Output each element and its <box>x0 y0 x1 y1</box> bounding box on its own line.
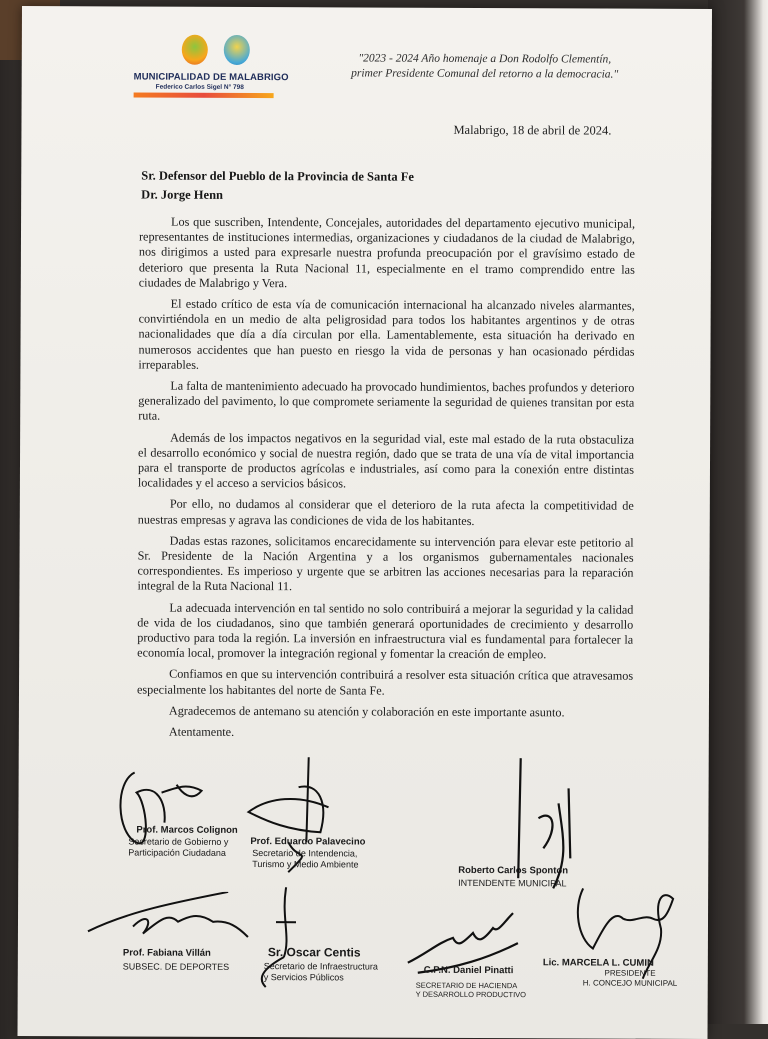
paragraph: La falta de mantenimiento adecuado ha provocado hundimientos, baches profundos y deterioro generalizado del pavimento, lo que compromete seriamente la seguridad de quienes transitan por esta ruta. <box>138 378 635 424</box>
signature-pinatti <box>398 903 558 1014</box>
signer-title-line: Secretario de Infraestructura <box>263 961 378 972</box>
signer-title-line: SECRETARIO DE HACIENDA <box>415 980 518 991</box>
signer-title-line: PRESIDENTE <box>604 968 656 978</box>
closing: Atentamente. <box>168 724 235 740</box>
signer-name: Roberto Carlos Sponton <box>458 864 569 877</box>
paragraph: Confiamos en que su intervención contribuirá a resolver esta situación crítica que atravesamos especialmente los habitantes del norte de Santa Fe. <box>136 667 634 698</box>
signer-name: Lic. MARCELA L. CUMIN <box>542 957 654 969</box>
signer-title-line: y Servicios Públicos <box>263 972 344 983</box>
signature-villan <box>78 891 268 972</box>
handwritten-signature-icon <box>78 891 268 972</box>
letter-date: Malabrigo, 18 de abril de 2024. <box>453 122 612 138</box>
signer-name: Prof. Fabiana Villán <box>122 947 211 959</box>
signer-title <box>252 848 358 870</box>
motto-line-1: "2023 - 2024 Año homenaje a Don Rodolfo Clementín, <box>358 52 612 66</box>
signature-centis <box>246 887 406 998</box>
paragraph: Agradecemos de antemano su atención y colaboración en este importante asunto. <box>168 703 565 720</box>
signer-title <box>264 961 378 983</box>
paragraph: El estado crítico de esta vía de comunicación internacional ha alcanzado niveles alarmantes, convirtiéndola en un medio de alta peligrosidad para todos los habitantes argentinos y de otras nacionalidades que día a día circulan por ella. Lamentablemente, esta situación ha derivado en numerosos accidentes que han puesto en riesgo la vida de personas y han ocasionado pérdidas irreparables. <box>138 296 635 372</box>
letter-page <box>18 6 712 1039</box>
letter-body <box>137 215 635 748</box>
signer-title-line: Secretario de Intendencia, <box>252 848 358 859</box>
signer-title-line: SUBSEC. DE DEPORTES <box>122 961 230 972</box>
signer-title-line: H. CONCEJO MUNICIPAL <box>582 978 678 988</box>
municipal-emblem-icon <box>182 35 208 65</box>
logo-color-bar <box>134 92 274 98</box>
recipient-line-1: Sr. Defensor del Pueblo de la Provincia de Santa Fe <box>141 168 414 184</box>
paragraph: La adecuada intervención en tal sentido no solo contribuirá a mejorar la seguridad y la calidad de vida de los ciudadanos, sino que también generará oportunidades de crecimiento y desarrollo productivo para toda la región. La inversión en infraestructura vial es fundamental para fortalecer la economía local, promover la integración regional y fomentar la creación de empleo. <box>137 600 634 662</box>
signer-title-line: Participación Ciudadana <box>128 847 226 858</box>
paragraph: Por ello, no dudamos al considerar que el deterioro de la ruta afecta la competitividad de nuestras empresas y agrava las condiciones de vida de los habitantes. <box>137 497 634 528</box>
signer-title-line: INTENDENTE MUNICIPAL <box>458 877 567 889</box>
year-motto <box>340 51 630 82</box>
paragraph: Además de los impactos negativos en la seguridad vial, este mal estado de la ruta obstaculiza el desarrollo económico y social de nuestra región, dado que se trata de una vía de vital importancia para el transporte de productos agrícolas e industriales, así como para la conexión entre distintas localidades y el acceso a servicios básicos. <box>137 430 635 491</box>
background-right <box>708 0 768 1024</box>
motto-line-2: primer Presidente Comunal del retorno a la democracia." <box>351 67 619 81</box>
signer-title <box>123 961 229 972</box>
signer-title <box>416 981 526 999</box>
logo-name: MUNICIPALIDAD DE MALABRIGO <box>133 71 289 84</box>
logo-subtitle: Federico Carlos Sigel N° 798 <box>155 83 244 91</box>
paragraph: Dadas estas razones, solicitamos encarecidamente su intervención para elevar este petitorio al Sr. Presidente de la Nación Argentina y a los organismos gubernamentales nacionales correspondientes. Es imperioso y urgente que se arbitren las acciones necesarias para la reparación integral de la Ruta Nacional 11. <box>137 533 634 594</box>
signer-title <box>128 836 228 858</box>
signer-title <box>583 968 678 988</box>
recipient <box>141 167 414 206</box>
signer-title-line: Secretario de Gobierno y <box>128 836 229 847</box>
signer-name: C.P.N. Daniel Pinatti <box>423 964 514 977</box>
signer-title-line: Turismo y Medio Ambiente <box>252 859 359 870</box>
recipient-line-2: Dr. Jorge Henn <box>141 187 224 202</box>
signer-name: Prof. Eduardo Palavecino <box>250 836 366 848</box>
municipal-logo <box>134 34 294 105</box>
signature-cumin <box>543 868 704 994</box>
signer-title-line: Y DESARROLLO PRODUCTIVO <box>415 989 527 1000</box>
signer-name: Prof. Marcos Colignon <box>136 824 238 836</box>
signature-palavecino <box>228 752 389 883</box>
signer-name: Sr. Oscar Centis <box>267 945 361 960</box>
city-shield-icon <box>224 35 250 65</box>
paragraph: Los que suscriben, Intendente, Concejales, autoridades del departamento ejecutivo municipal, representantes de instituciones intermedias, organizaciones y ciudadanos de la ciudad de Malabrigo, nos dirigimos a usted para expresarle nuestra profunda preocupación por el gravísimo estado de deterioro que presenta la Ruta Nacional 11, especialmente en el tramo comprendido entre las ciudades de Malabrigo y Vera. <box>138 214 636 290</box>
